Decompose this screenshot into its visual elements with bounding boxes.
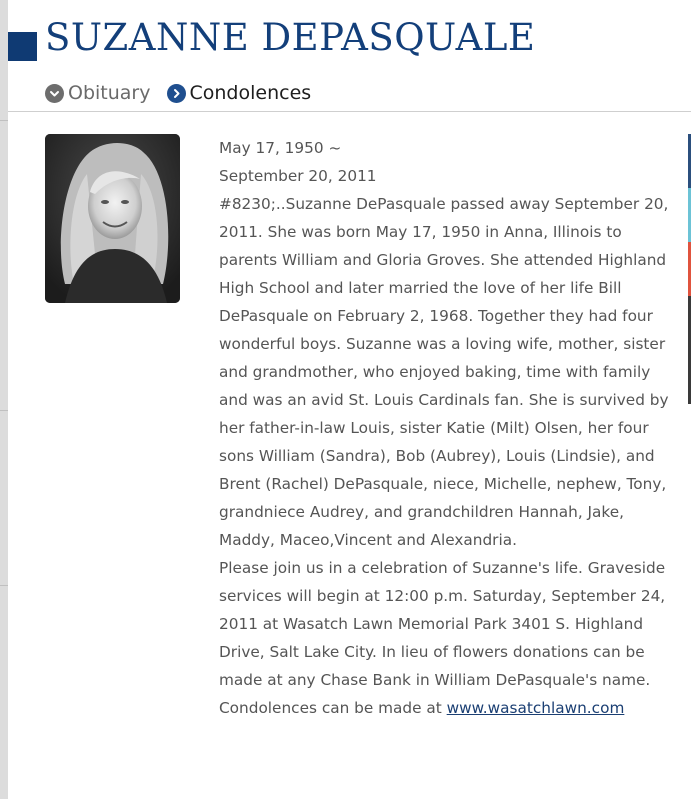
- tab-condolences-label: Condolences: [189, 82, 312, 104]
- tab-obituary[interactable]: [45, 82, 151, 104]
- left-scroll-strip: [0, 0, 8, 799]
- wasatchlawn-link[interactable]: www.wasatchlawn.com: [446, 699, 625, 717]
- title-accent-square: [8, 32, 37, 61]
- strip-divider: [0, 410, 8, 411]
- obituary-text: [219, 134, 671, 722]
- strip-divider: [0, 585, 8, 586]
- tab-obituary-label: Obituary: [68, 82, 151, 104]
- obituary-paragraph: #8230;..Suzanne DePasquale passed away September 20, 2011. She was born May 17, 1950 in Anna, Illinois to parents William and Gloria Groves. She attended Highland High School and later married the love of her life Bill DePasquale on February 2, 1968. Together they had four wonderful boys. Suzanne was a loving wife, mother, sister and grandmother, who enjoyed baking, time with family and was an avid St. Louis Cardinals fan. She is survived by her father-in-law Louis, sister Katie (Milt) Olsen, her four sons William (Sandra), Bob (Aubrey), Louis (Lindsie), and Brent (Rachel) DePasquale, niece, Michelle, nephew, Tony, grandniece Audrey, and grandchildren Hannah, Jake, Maddy, Maceo,Vincent and Alexandria.: [219, 195, 669, 549]
- chevron-right-icon: [167, 84, 186, 103]
- tab-condolences[interactable]: [167, 82, 312, 104]
- header-divider: [8, 111, 691, 112]
- page-title: SUZANNE DEPASQUALE: [45, 16, 536, 59]
- strip-divider: [0, 120, 8, 121]
- obituary-page: [8, 0, 691, 799]
- chevron-down-icon: [45, 84, 64, 103]
- condolences-prefix: Condolences can be made at: [219, 699, 442, 717]
- service-paragraph: Please join us in a celebration of Suzanne's life. Graveside services will begin at 12:00 p.m. Saturday, September 24, 2011 at Wasatch Lawn Memorial Park 3401 S. Highland Drive, Salt Lake City. In lieu of flowers donations can be made at any Chase Bank in William DePasquale's name.: [219, 559, 666, 689]
- portrait-photo: [45, 134, 180, 303]
- birth-date: May 17, 1950 ~: [219, 139, 342, 157]
- tab-bar: [45, 79, 327, 107]
- condolences-line: [219, 694, 671, 722]
- death-date: September 20, 2011: [219, 167, 377, 185]
